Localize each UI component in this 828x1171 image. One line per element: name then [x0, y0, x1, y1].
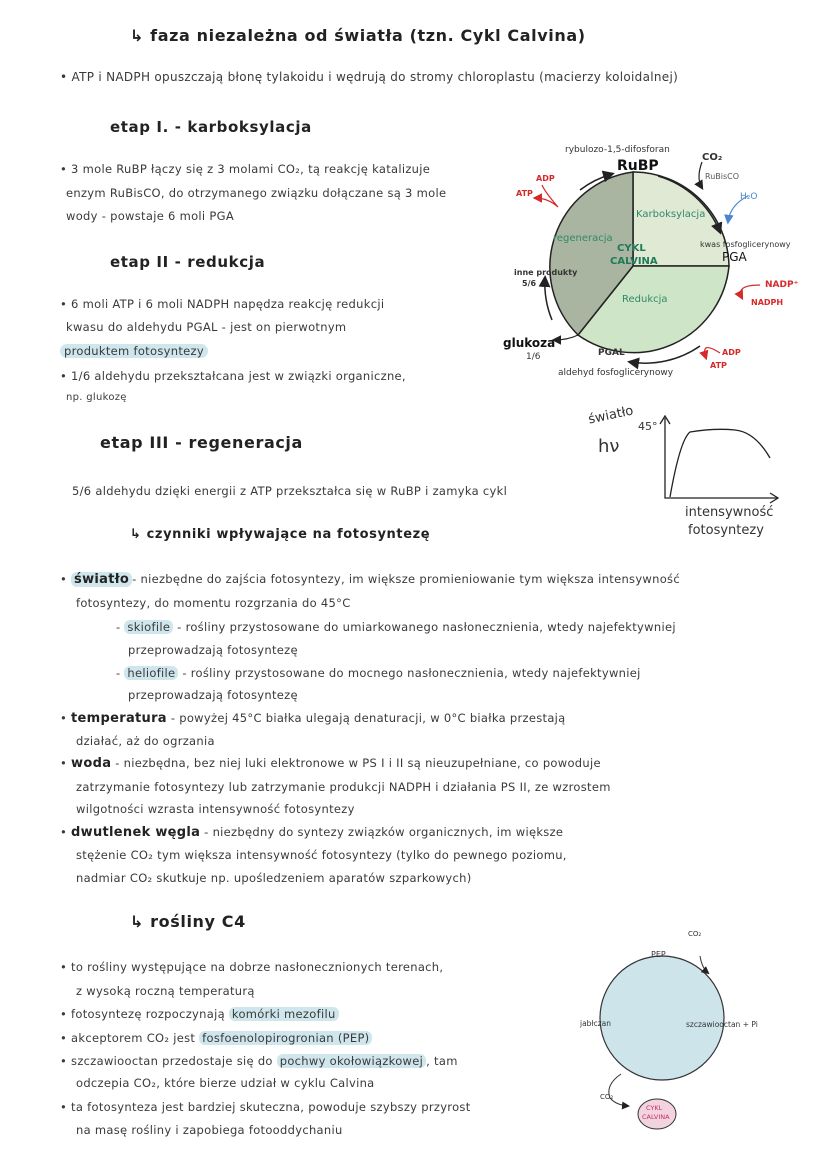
factor-text: - powyżej 45°C białka ulegają denaturacji, w 0°C białka przestają [166, 711, 566, 725]
pga-label: PGA [722, 250, 747, 264]
keyword: woda [71, 756, 112, 771]
calvin-center-label: CALVINA [610, 256, 658, 267]
c4-text-part: • akceptorem CO₂ jest [60, 1031, 200, 1045]
section-title-c4: ↳ rośliny C4 [130, 912, 246, 931]
pga-fullname: kwas fosfoglicerynowy [700, 240, 791, 249]
c4-text: na masę rośliny i zapobiega fotooddychaniu [76, 1123, 343, 1137]
highlight: pochwy okołowiązkowej [277, 1054, 426, 1068]
c4-text [60, 1054, 458, 1068]
stage2-line: • 6 moli ATP i 6 moli NADPH napędza reakcję redukcji [60, 297, 385, 311]
other-products-label: inne produkty [514, 268, 578, 277]
light-intensity-graph [660, 416, 778, 503]
regeneration-label: regeneracja [553, 233, 613, 244]
stage1-line: enzym RuBisCO, do otrzymanego związku dołączane są 3 mole [66, 186, 447, 200]
c4-text-part: , tam [426, 1054, 458, 1068]
factor-text: - niezbędny do syntezy związków organicznych, im większe [200, 825, 564, 839]
co2-in-label: CO₂ [688, 930, 702, 938]
factor-text: stężenie CO₂ tym większa intensywność fotosyntezy (tylko do pewnego poziomu, [76, 848, 567, 862]
stage2-line: np. glukozę [66, 392, 127, 403]
factor-text: działać, aż do ogrzania [76, 734, 215, 748]
graph-peak-label: 45° [638, 420, 658, 433]
factor-text: - niezbędne do zajścia fotosyntezy, im większe promieniowanie tym większa intensywność [132, 572, 680, 586]
light-curve [670, 429, 770, 497]
factor-text: wilgotności wzrasta intensywność fotosyntezy [76, 802, 355, 816]
carboxylation-label: Karboksylacja [636, 209, 706, 220]
c4-text [60, 1007, 339, 1021]
pgal-label: PGAL [598, 348, 625, 358]
highlight: komórki mezofilu [229, 1007, 339, 1021]
rubp-label: RuBP [617, 158, 659, 174]
oxaloacetate-label: szczawiooctan + Pi [686, 1020, 758, 1029]
highlight: fosfoenolopirogronian (PEP) [199, 1031, 372, 1045]
graph-y-label: światło [586, 403, 635, 428]
keyword: dwutlenek węgla [71, 825, 201, 840]
c4-text: • ta fotosynteza jest bardziej skuteczna, powoduje szybszy przyrost [60, 1100, 471, 1114]
nadph-label: NADPH [751, 298, 784, 307]
keyword: heliofile [124, 666, 178, 680]
factor-text: zatrzymanie fotosyntezy lub zatrzymanie produkcji NADPH i działania PS II, ze wzrostem [76, 780, 611, 794]
stage1-line: • 3 mole RuBP łączy się z 3 molami CO₂, tą reakcję katalizuje [60, 162, 431, 176]
malate-label: jabłczan [580, 1019, 611, 1028]
skiofile-line: - skiofile - rośliny przystosowane do umiarkowanego nasłonecznienia, wtedy najefektywniej [116, 620, 676, 634]
stage2-line: • 1/6 aldehydu przekształcana jest w związki organiczne, [60, 369, 406, 383]
graph-x-label: intensywność [685, 505, 774, 520]
factor-text: - rośliny przystosowane do mocnego nasłonecznienia, wtedy najefektywniej [178, 666, 641, 680]
co2-out-label: CO₂ [600, 1093, 614, 1101]
graph-hv-label: hν [598, 436, 620, 457]
factor-text: nadmiar CO₂ skutkuje np. upośledzeniem aparatów szparkowych) [76, 871, 472, 885]
stage2-highlight: produktem fotosyntezy [60, 344, 208, 358]
stage2-line: kwasu do aldehydu PGAL - jest on pierwotnym [66, 320, 347, 334]
graph-x-label: fotosyntezy [688, 523, 764, 538]
keyword: światło [71, 572, 132, 587]
stage1-line: wody - powstaje 6 moli PGA [66, 209, 234, 223]
pgal-fullname: aldehyd fosfoglicerynowy [558, 368, 674, 378]
nadp-label: NADP⁺ [765, 280, 799, 290]
factor-light: • światło - niezbędne do zajścia fotosyntezy, im większe promieniowanie tym większa intensywność [60, 572, 680, 587]
adp-label: ADP [722, 348, 741, 357]
heliofile-line: - heliofile - rośliny przystosowane do mocnego nasłonecznienia, wtedy najefektywniej [116, 666, 641, 680]
stage1-title: etap I. - karboksylacja [110, 118, 312, 136]
keyword: skiofile [124, 620, 173, 634]
c4-text-part: • szczawiooctan przedostaje się do [60, 1054, 277, 1068]
adp-label: ADP [536, 174, 555, 183]
rubp-fullname: rybulozo-1,5-difosforan [565, 145, 670, 155]
atp-label: ATP [710, 361, 727, 370]
section-title-factors: ↳ czynniki wpływające na fotosyntezę [130, 527, 431, 542]
stage3-line: 5/6 aldehydu dzięki energii z ATP przekształca się w RuBP i zamyka cykl [72, 484, 508, 498]
factor-text: przeprowadzają fotosyntezę [128, 688, 298, 702]
keyword: temperatura [71, 711, 167, 726]
factor-text: przeprowadzają fotosyntezę [128, 643, 298, 657]
factor-temperature: • temperatura - powyżej 45°C białka ulegają denaturacji, w 0°C białka przestają [60, 711, 566, 726]
factor-text: fotosyntezy, do momentu rozgrzania do 45°C [76, 596, 351, 610]
calvin-label: CALVINA [642, 1113, 670, 1121]
calvin-center-label: CYKL [617, 243, 646, 254]
factor-text: - rośliny przystosowane do umiarkowanego nasłonecznienia, wtedy najefektywniej [173, 620, 676, 634]
c4-text: odczepia CO₂, które bierze udział w cyklu Calvina [76, 1076, 375, 1090]
glucose-fraction: 1/6 [526, 352, 541, 362]
other-fraction: 5/6 [522, 279, 537, 288]
glucose-label: glukoza [503, 336, 556, 350]
section-title-calvin: ↳ faza niezależna od światła (tzn. Cykl Calvina) [130, 26, 586, 45]
rubisco-label: RuBisCO [705, 172, 740, 181]
atp-label: ATP [516, 189, 533, 198]
pep-label: PEP [651, 950, 666, 959]
h2o-label: H₂O [740, 192, 758, 202]
factor-co2: • dwutlenek węgla - niezbędny do syntezy związków organicznych, im większe [60, 825, 564, 840]
factor-water: • woda - niezbędna, bez niej luki elektronowe w PS I i II są nieuzupełniane, co powoduje [60, 756, 601, 771]
c4-text: • to rośliny występujące na dobrze nasłonecznionych terenach, [60, 960, 444, 974]
c4-text: z wysoką roczną temperaturą [76, 984, 255, 998]
co2-label: CO₂ [702, 152, 723, 163]
stage3-title: etap III - regeneracja [100, 433, 303, 452]
c4-text [60, 1031, 372, 1045]
factor-text: - niezbędna, bez niej luki elektronowe w PS I i II są nieuzupełniane, co powoduje [111, 756, 601, 770]
stage2-title: etap II - redukcja [110, 253, 266, 271]
c4-text-part: • fotosyntezę rozpoczynają [60, 1007, 229, 1021]
intro-text: • ATP i NADPH opuszczają błonę tylakoidu i wędrują do stromy chloroplastu (macierzy koloidalnej) [60, 70, 679, 84]
reduction-label: Redukcja [622, 294, 668, 305]
calvin-label: CYKL [646, 1104, 663, 1112]
